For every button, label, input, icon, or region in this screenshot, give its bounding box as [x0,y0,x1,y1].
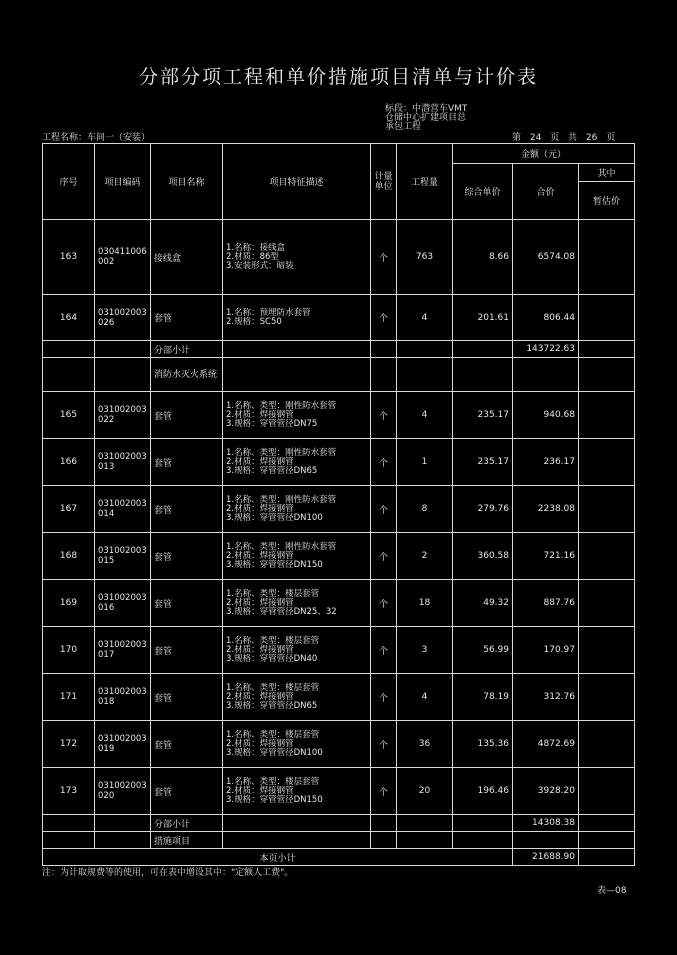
desc-line: 2.材质：焊接钢管 [226,597,294,608]
desc-line: 3.规格：穿管管径DN100 [226,747,323,758]
row-code: 031002003018 [95,674,151,721]
row-temp-price [579,439,635,486]
desc-line: 3.安装形式：暗装 [226,260,294,271]
row-name: 接线盒 [151,220,223,295]
page-info: 第 24 页 共 26 页 [512,133,616,143]
row-qty: 8 [397,486,453,533]
desc-line: 2.材质：焊接钢管 [226,409,294,420]
row-qty: 3 [397,627,453,674]
row-unit-price: 201.61 [453,295,513,341]
row-total: 721.16 [513,533,579,580]
row-desc [223,674,371,721]
row-unit-price: 235.17 [453,439,513,486]
row-code: 031002003016 [95,580,151,627]
row-temp-price [579,674,635,721]
row-unit: 个 [371,220,397,295]
measures-row [43,832,635,849]
row-unit: 个 [371,674,397,721]
table-row [43,220,635,295]
row-qty: 763 [397,220,453,295]
row-qty: 1 [397,439,453,486]
row-desc [223,768,371,815]
row-total: 236.17 [513,439,579,486]
row-unit: 个 [371,721,397,768]
row-name: 套管 [151,439,223,486]
row-desc [223,721,371,768]
row-total: 940.68 [513,392,579,439]
section-line: 标段：中潜营车VMT [385,104,468,114]
row-desc [223,220,371,295]
desc-line: 1.名称、类型：楼层套管 [226,729,320,740]
desc-line: 3.规格：穿管管径DN65 [226,465,318,476]
row-unit-price: 360.58 [453,533,513,580]
row-qty: 2 [397,533,453,580]
row-unit: 个 [371,295,397,341]
header-desc: 项目特征描述 [223,144,371,220]
row-total: 170.97 [513,627,579,674]
section-name: 消防水灭火系统 [151,358,223,392]
project-name: 工程名称：车间一（安装） [42,133,151,143]
subtotal-total: 14308.38 [513,815,579,832]
row-unit: 个 [371,533,397,580]
desc-line: 3.规格：穿管管径DN65 [226,700,318,711]
table-row [43,580,635,627]
desc-line: 3.规格：穿管管径DN25、32 [226,606,337,617]
row-name: 套管 [151,486,223,533]
row-name: 套管 [151,392,223,439]
desc-line: 1.名称：预埋防水套管 [226,307,311,318]
row-temp-price [579,392,635,439]
desc-line: 2.材质：焊接钢管 [226,456,294,467]
desc-line: 2.材质：焊接钢管 [226,644,294,655]
row-seq: 172 [43,721,95,768]
row-code: 031002003020 [95,768,151,815]
row-code: 031002003013 [95,439,151,486]
row-temp-price [579,295,635,341]
row-unit: 个 [371,439,397,486]
row-desc [223,486,371,533]
row-seq: 173 [43,768,95,815]
row-seq: 166 [43,439,95,486]
desc-line: 2.材质：86型 [226,251,279,262]
row-name: 套管 [151,580,223,627]
row-qty: 4 [397,674,453,721]
row-name: 套管 [151,295,223,341]
desc-line: 1.名称、类型：刚性防水套管 [226,541,337,552]
row-total: 887.76 [513,580,579,627]
header-seq: 序号 [43,144,95,220]
desc-line: 1.名称、类型：刚性防水套管 [226,494,337,505]
desc-line: 2.材质：焊接钢管 [226,738,294,749]
row-seq: 163 [43,220,95,295]
page-total-label: 本页小计 [43,849,513,866]
desc-line: 2.材质：焊接钢管 [226,785,294,796]
table-row [43,439,635,486]
section-line: 仓储中心扩建项目总 [385,113,467,123]
desc-line: 1.名称、类型：楼层套管 [226,588,320,599]
row-code: 031002003019 [95,721,151,768]
header-amount: 金额（元） [453,144,635,164]
row-code: 031002003015 [95,533,151,580]
subtotal-label: 分部小计 [151,815,223,832]
row-temp-price [579,768,635,815]
table-row [43,392,635,439]
desc-line: 2.材质：焊接钢管 [226,691,294,702]
row-unit: 个 [371,392,397,439]
section-row [43,358,635,392]
desc-line: 3.规格：穿管管径DN100 [226,512,323,523]
row-code: 031002003026 [95,295,151,341]
table-row [43,486,635,533]
row-seq: 164 [43,295,95,341]
table-row [43,721,635,768]
row-total: 4872.69 [513,721,579,768]
row-total: 3928.20 [513,768,579,815]
table-row [43,533,635,580]
desc-line: 3.规格：穿管管径DN150 [226,794,323,805]
desc-line: 3.规格：穿管管径DN150 [226,559,323,570]
row-qty: 18 [397,580,453,627]
row-total: 806.44 [513,295,579,341]
row-unit-price: 235.17 [453,392,513,439]
row-qty: 36 [397,721,453,768]
row-unit: 个 [371,580,397,627]
row-total: 6574.08 [513,220,579,295]
desc-line: 1.名称、类型：楼层套管 [226,682,320,693]
footer-page: 表—08 [597,886,627,896]
table-row [43,768,635,815]
table-row [43,674,635,721]
header-unit: 计量单位 [371,144,397,220]
desc-line: 2.材质：焊接钢管 [226,503,294,514]
row-unit: 个 [371,486,397,533]
page-title: 分部分项工程和单价措施项目清单与计价表 [138,66,538,88]
desc-line: 1.名称、类型：楼层套管 [226,776,320,787]
row-temp-price [579,627,635,674]
row-unit-price: 78.19 [453,674,513,721]
desc-line: 3.规格：穿管管径DN75 [226,418,318,429]
row-temp-price [579,220,635,295]
section-info [385,105,467,132]
row-name: 套管 [151,627,223,674]
row-unit-price: 49.32 [453,580,513,627]
desc-line: 2.规格：SC50 [226,316,282,327]
table-row [43,627,635,674]
row-seq: 170 [43,627,95,674]
row-desc [223,392,371,439]
row-name: 套管 [151,533,223,580]
row-unit: 个 [371,627,397,674]
row-temp-price [579,486,635,533]
row-seq: 168 [43,533,95,580]
row-seq: 165 [43,392,95,439]
desc-line: 1.名称、类型：刚性防水套管 [226,400,337,411]
row-seq: 171 [43,674,95,721]
bill-table [42,143,635,866]
subtotal-row [43,341,635,358]
row-name: 套管 [151,721,223,768]
header-of-which: 其中 [579,164,635,182]
row-unit-price: 135.36 [453,721,513,768]
row-desc [223,439,371,486]
row-desc [223,580,371,627]
row-temp-price [579,580,635,627]
row-total: 312.76 [513,674,579,721]
row-desc [223,295,371,341]
row-temp-price [579,533,635,580]
table-row [43,295,635,341]
row-seq: 169 [43,580,95,627]
row-name: 套管 [151,674,223,721]
header-code: 项目编码 [95,144,151,220]
row-unit: 个 [371,768,397,815]
rows2-body [43,392,635,815]
row-code: 030411006002 [95,220,151,295]
row-unit-price: 279.76 [453,486,513,533]
header-unit-price: 综合单价 [453,164,513,220]
row-desc [223,533,371,580]
row-desc [223,627,371,674]
row-total: 2238.08 [513,486,579,533]
header-qty: 工程量 [397,144,453,220]
row-qty: 4 [397,295,453,341]
row-code: 031002003022 [95,392,151,439]
footnote: 注：为计取规费等的使用，可在表中增设其中："定额人工费"。 [42,868,294,878]
row-unit-price: 196.46 [453,768,513,815]
row-unit-price: 56.99 [453,627,513,674]
subtotal-label: 分部小计 [151,341,223,358]
row-temp-price [579,721,635,768]
row-unit-price: 8.66 [453,220,513,295]
row-code: 031002003017 [95,627,151,674]
desc-line: 2.材质：焊接钢管 [226,550,294,561]
measures-label: 措施项目 [151,832,223,849]
desc-line: 1.名称、类型：楼层套管 [226,635,320,646]
section-line: 承包工程 [385,122,422,132]
desc-line: 1.名称、类型：刚性防水套管 [226,447,337,458]
row-qty: 20 [397,768,453,815]
row-code: 031002003014 [95,486,151,533]
page-total-value: 21688.90 [513,849,579,866]
row-name: 套管 [151,768,223,815]
header-total: 合价 [513,164,579,220]
header-name: 项目名称 [151,144,223,220]
desc-line: 3.规格：穿管管径DN40 [226,653,318,664]
header-temp-price: 暂估价 [579,182,635,220]
page-total-row [43,849,635,866]
desc-line: 1.名称：接线盒 [226,242,286,253]
subtotal-total: 143722.63 [513,341,579,358]
row-seq: 167 [43,486,95,533]
row-qty: 4 [397,392,453,439]
subtotal-row [43,815,635,832]
